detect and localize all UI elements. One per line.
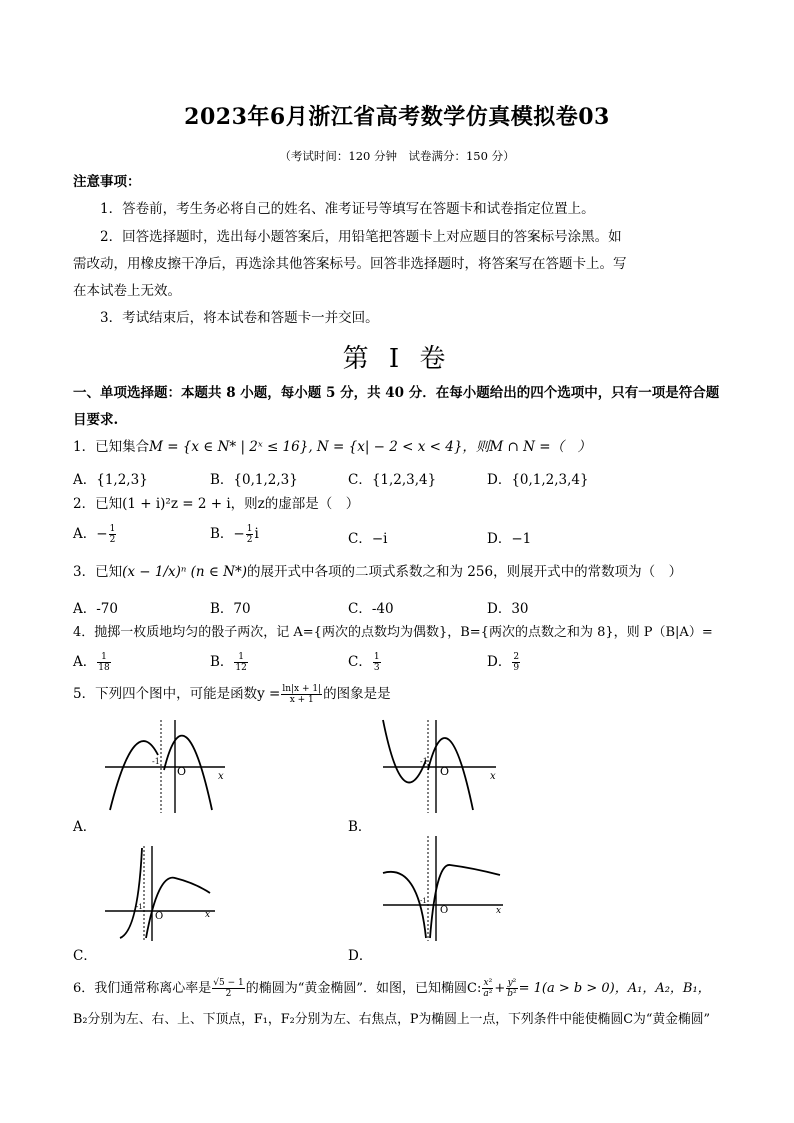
graph-b-origin: O: [440, 765, 450, 778]
notice-item-2-end: 在本试卷上无效。: [73, 283, 181, 299]
question-6: 6．我们通常称离心率是 $\frac{√5 - 1}{2}$ 的椭圆为“黄金椭圆”．如图，已知椭圆C: $\frac{\text{x²}}{\text{a²}}$ + $\frac{\text{y²}}{\text{b²}}$ = 1(a > b > 0)，A₁，A₂，B₁，: [73, 978, 711, 999]
q4-option-c: C． $\frac{1}{3}$: [348, 652, 380, 673]
q3-option-a: A．-70: [73, 601, 118, 617]
notice-heading: 注意事项：: [73, 174, 141, 190]
q4-b-fraction: $\frac{1}{12}$: [235, 652, 247, 673]
q4-c-fraction: $\frac{1}{3}$: [373, 652, 380, 673]
q5-label-d: D．: [348, 948, 373, 964]
q5-label-c: C．: [73, 948, 97, 964]
notice-item-2-cont: 需改动，用橡皮擦干净后，再选涂其他答案标号。回答非选择题时，将答案写在答题卡上。写: [73, 256, 627, 272]
q4-d-fraction: $\frac{2}{9}$: [513, 652, 520, 673]
graph-b: [378, 715, 508, 815]
q5-fraction: $\frac{\ln|x + 1|}{x + 1}$: [282, 684, 322, 705]
graph-b-x-label: x: [490, 771, 496, 782]
q2-option-c: C．−i: [348, 531, 388, 547]
q1-option-b: B．{0,1,2,3}: [210, 472, 298, 488]
q1-prefix: 1．已知集合: [73, 439, 150, 455]
graph-c-x-label: x: [205, 910, 211, 920]
q2-option-d: D．−1: [487, 531, 532, 547]
q6-ellipse-x-term: $\frac{\text{x²}}{\text{a²}}$: [483, 978, 493, 999]
q3-option-b: B．70: [210, 601, 251, 617]
notice-item-3: 3．考试结束后，将本试卷和答题卡一并交回。: [100, 310, 379, 326]
q3-expression: (x − 1/x)ⁿ (n ∈ N*): [122, 564, 248, 580]
question-2: 2．已知(1 + i)²z = 2 + i，则z的虚部是（ ）: [73, 496, 360, 512]
q4-a-fraction: $\frac{1}{18}$: [98, 652, 110, 673]
q4-option-d: D． $\frac{2}{9}$: [487, 652, 520, 673]
question-3: 3．已知(x − 1/x)ⁿ (n ∈ N*)的展开式中各项的二项式系数之和为 256，则展开式中的常数项为（ ）: [73, 564, 683, 580]
graph-c: [100, 843, 220, 943]
q6-ellipse-y-term: $\frac{\text{y²}}{\text{b²}}$: [507, 978, 517, 999]
graph-a-origin: O: [177, 765, 187, 778]
graph-d: [378, 833, 508, 943]
q1-text: M = {x ∈ N* | 2ˣ ≤ 16}, N = {x| − 2 < x < 4}，则M ∩ N =（ ）: [149, 439, 592, 455]
q5-label-b: B．: [348, 819, 372, 835]
volume-heading: 第 I 卷: [342, 344, 452, 374]
q1-option-c: C．{1,2,3,4}: [348, 472, 437, 488]
q3-option-d: D．30: [487, 601, 529, 617]
q2-option-b: B．− $\frac{1}{2}$ i: [210, 524, 259, 545]
graph-c-tick: -1: [136, 903, 143, 911]
section-heading: 一、单项选择题：本题共 8 小题，每小题 5 分，共 40 分．在每小题给出的四个选项中，只有一项是符合题: [73, 385, 720, 401]
page-title: 2023年6月浙江省高考数学仿真模拟卷03: [184, 104, 610, 130]
graph-b-tick: -1: [420, 757, 428, 766]
question-1: [73, 437, 591, 457]
section-heading-cont: 目要求.: [73, 412, 119, 428]
graph-d-origin: O: [440, 905, 449, 916]
q5-label-a: A．: [73, 819, 97, 835]
q2-b-fraction: $\frac{1}{2}$: [246, 524, 253, 545]
q4-option-b: B． $\frac{1}{12}$: [210, 652, 247, 673]
graph-d-x-label: x: [496, 906, 502, 916]
question-4: 4．抛掷一枚质地均匀的骰子两次，记 A={两次的点数均为偶数}，B={两次的点数之和为 8}，则 P（B|A）=: [73, 625, 713, 640]
q6-eccentricity-fraction: $\frac{√5 - 1}{2}$: [213, 978, 244, 999]
q4-option-a: A． $\frac{1}{18}$: [73, 652, 110, 673]
graph-a-x-label: x: [218, 771, 224, 782]
graph-a: [100, 715, 230, 815]
q3-option-c: C．-40: [348, 601, 394, 617]
graph-d-tick: -1: [420, 897, 427, 905]
q2-a-fraction: $\frac{1}{2}$: [109, 524, 116, 545]
exam-info: （考试时间：120 分钟 试卷满分：150 分）: [279, 149, 515, 163]
notice-item-1: 1．答卷前，考生务必将自己的姓名、准考证号等填写在答题卡和试卷指定位置上。: [100, 201, 595, 217]
graph-c-origin: O: [155, 911, 164, 922]
question-6-cont: B₂分别为左、右、上、下顶点，F₁，F₂分别为左、右焦点，P为椭圆上一点，下列条件中能使椭圆C为“黄金椭圆”: [73, 1012, 711, 1027]
q2-option-a: A．− $\frac{1}{2}$: [73, 524, 116, 545]
q1-option-d: D．{0,1,2,3,4}: [487, 472, 589, 488]
question-5: 5．下列四个图中，可能是函数y = $\frac{\ln|x + 1|}{x + 1}$ 的图象是是: [73, 684, 391, 705]
notice-item-2: 2．回答选择题时，选出每小题答案后，用铅笔把答题卡上对应题目的答案标号涂黑。如: [100, 229, 622, 245]
q1-option-a: A．{1,2,3}: [73, 472, 148, 488]
graph-a-tick: -1: [152, 757, 160, 766]
